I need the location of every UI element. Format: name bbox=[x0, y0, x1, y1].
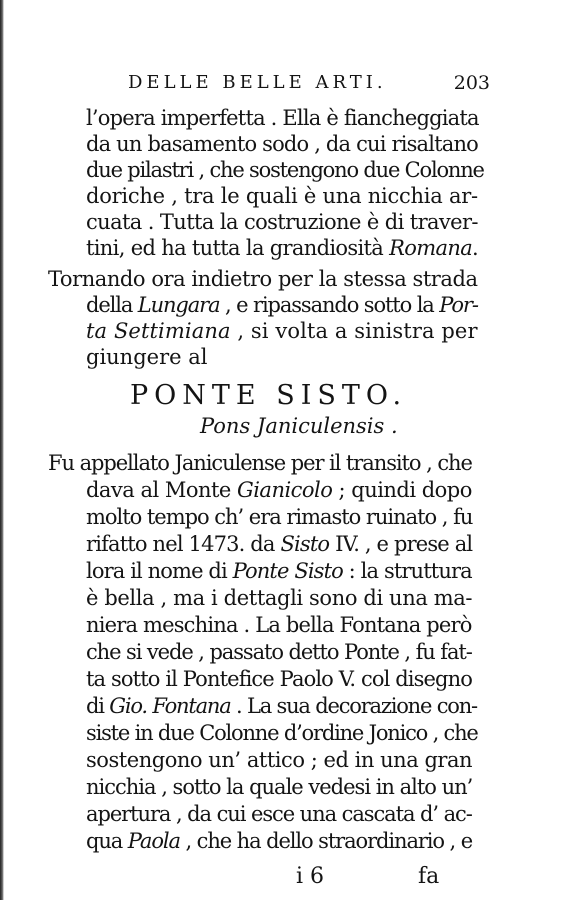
line-text: l’opera imperfetta . Ella è fiancheggiata bbox=[86, 106, 479, 130]
line-text: Tornando ora indietro per la stessa strada bbox=[48, 267, 478, 291]
text-line bbox=[86, 692, 477, 720]
line-text: siste in due Colonne d’ordine Jonico , che bbox=[86, 721, 478, 745]
line-text: Fu appellato Janiculense per il transito , che bbox=[48, 451, 472, 475]
text-line bbox=[86, 773, 472, 801]
running-title: DELLE BELLE ARTI. bbox=[128, 72, 387, 93]
line-text: sostengono un’ attico ; ed in una gran bbox=[86, 748, 473, 772]
line-text: , si volta a sinistra per bbox=[230, 319, 478, 343]
italic-text: ta Settimiana bbox=[86, 319, 231, 343]
line-text: : la struttura bbox=[342, 559, 472, 583]
line-text: qua bbox=[86, 829, 128, 853]
text-line bbox=[86, 665, 472, 693]
line-text: tini, ed ha tutta la grandiosità bbox=[86, 236, 390, 260]
text-line bbox=[86, 746, 472, 774]
text-line bbox=[86, 156, 484, 184]
line-text: due pilastri , che sostengono due Colonne bbox=[86, 158, 484, 182]
line-text: , che ha dello straordinario , e bbox=[179, 829, 473, 853]
text-line bbox=[86, 638, 472, 666]
line-text: . bbox=[472, 236, 479, 260]
italic-text: Romana bbox=[389, 236, 473, 260]
line-text: che si vede , passato detto Ponte , fu fat- bbox=[86, 640, 472, 664]
catchword: fa bbox=[418, 864, 440, 889]
text-line bbox=[86, 343, 207, 371]
italic-text: Lungara bbox=[137, 293, 220, 317]
italic-text: Gio. Fontana bbox=[109, 694, 231, 718]
section-heading: PONTE SISTO. bbox=[130, 380, 408, 411]
text-line bbox=[86, 234, 478, 262]
line-text: , e ripassando sotto la bbox=[219, 293, 440, 317]
text-line bbox=[86, 208, 478, 236]
line-text: IV. , e prese al bbox=[329, 532, 473, 556]
italic-text: Sisto bbox=[280, 532, 330, 556]
line-text: è bella , ma i dettagli sono di una ma- bbox=[86, 586, 473, 610]
text-line bbox=[86, 130, 478, 158]
text-line bbox=[86, 557, 472, 585]
text-line bbox=[86, 317, 478, 345]
italic-text: Ponte Sisto bbox=[232, 559, 343, 583]
text-line bbox=[86, 800, 472, 828]
page-edge-shadow bbox=[0, 0, 4, 900]
text-line bbox=[86, 827, 472, 855]
text-line bbox=[86, 719, 478, 747]
italic-text: Por- bbox=[439, 293, 478, 317]
line-text: niera meschina . La bella Fontana però bbox=[86, 613, 472, 637]
line-text: ; quindi dopo bbox=[332, 478, 472, 502]
text-line bbox=[86, 611, 472, 639]
line-text: cuata . Tutta la costruzione è di traver- bbox=[86, 210, 478, 234]
text-line bbox=[86, 182, 478, 210]
page-number: 203 bbox=[453, 72, 490, 94]
section-subheading: Pons Janiculensis . bbox=[200, 414, 398, 438]
line-text: della bbox=[86, 293, 138, 317]
line-text: di bbox=[86, 694, 110, 718]
line-text: . La sua decorazione con- bbox=[230, 694, 477, 718]
line-text: da un basamento sodo , da cui risaltano bbox=[86, 132, 478, 156]
text-line bbox=[86, 584, 472, 612]
text-line bbox=[48, 449, 472, 477]
text-line bbox=[86, 530, 472, 558]
signature-mark: i 6 bbox=[296, 864, 325, 889]
line-text: lora il nome di bbox=[86, 559, 233, 583]
text-line bbox=[86, 104, 479, 132]
line-text: dava al Monte bbox=[86, 478, 237, 502]
line-text: rifatto nel 1473. da bbox=[86, 532, 281, 556]
line-text: ta sotto il Pontefice Paolo V. col disegno bbox=[86, 667, 473, 691]
line-text: apertura , da cui esce una cascata d’ ac- bbox=[86, 802, 472, 826]
italic-text: Gianicolo bbox=[236, 478, 333, 502]
line-text: doriche , tra le quali è una nicchia ar- bbox=[86, 184, 478, 208]
text-line bbox=[86, 291, 478, 319]
line-text: giungere al bbox=[86, 345, 208, 369]
line-text: nicchia , sotto la quale vedesi in alto un’ bbox=[86, 775, 473, 799]
text-line bbox=[86, 503, 472, 531]
text-line bbox=[48, 265, 478, 293]
running-header bbox=[128, 72, 490, 98]
line-text: molto tempo ch’ era rimasto ruinato , fu bbox=[86, 505, 473, 529]
italic-text: Paola bbox=[127, 829, 180, 853]
text-line bbox=[86, 476, 472, 504]
